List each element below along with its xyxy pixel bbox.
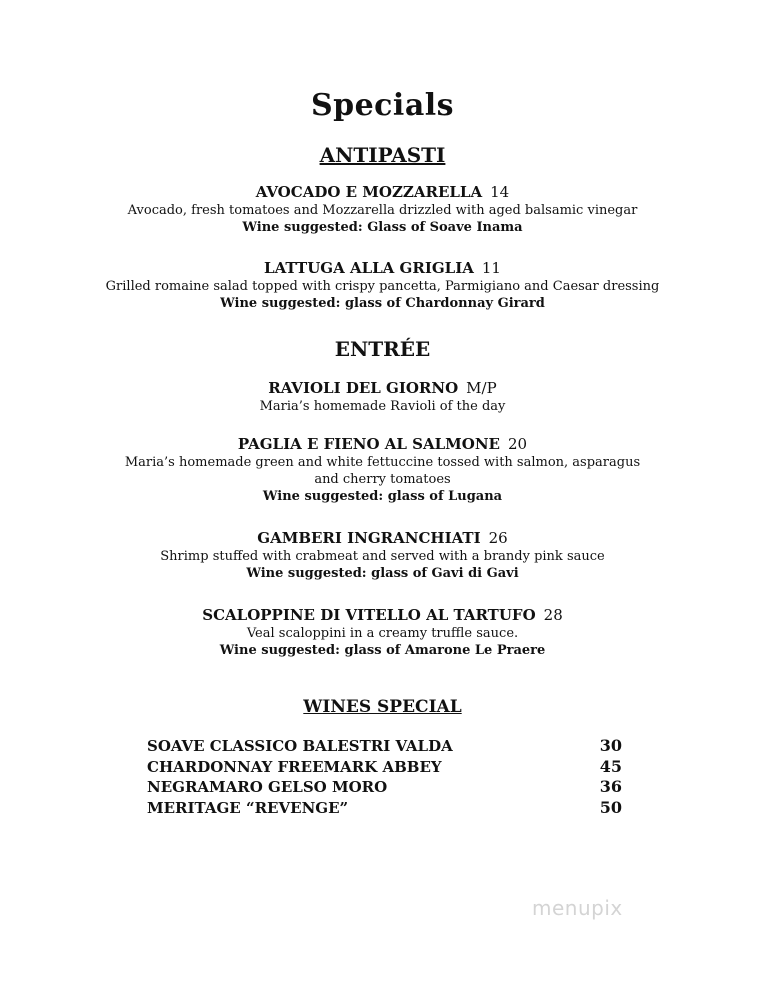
item-wine-suggestion: Wine suggested: glass of Amarone Le Praere xyxy=(219,643,546,658)
wine-name: MERITAGE “REVENGE” xyxy=(147,798,349,817)
item-name: LATTUGA ALLA GRIGLIA xyxy=(264,259,474,277)
menupix-watermark: menupix xyxy=(532,896,623,920)
item-wine-suggestion: Wine suggested: glass of Gavi di Gavi xyxy=(246,566,519,581)
wine-list xyxy=(147,736,622,818)
page-title: Specials xyxy=(310,88,455,123)
wine-row xyxy=(147,736,622,757)
wine-row xyxy=(147,757,622,778)
item-wine-suggestion: Wine suggested: glass of Chardonnay Girard xyxy=(220,296,545,311)
wine-row xyxy=(147,798,622,819)
wine-price: 50 xyxy=(599,797,622,817)
menu-item-lattuga-alla-griglia xyxy=(0,258,765,312)
wine-name: CHARDONNAY FREEMARK ABBEY xyxy=(147,757,442,776)
wine-price: 30 xyxy=(599,736,622,755)
wine-price: 36 xyxy=(599,777,622,796)
item-name: GAMBERI INGRANCHIATI xyxy=(257,529,481,547)
item-description: Maria’s homemade Ravioli of the day xyxy=(259,399,506,414)
item-description: Veal scaloppini in a creamy truffle sauce. xyxy=(246,626,519,641)
item-name: AVOCADO E MOZZARELLA xyxy=(255,183,483,201)
item-price: 28 xyxy=(543,606,563,624)
item-price: 26 xyxy=(488,529,508,547)
item-price: 20 xyxy=(507,435,528,453)
wine-price: 45 xyxy=(599,756,622,776)
menu-item-ravioli-del-giorno xyxy=(0,378,765,415)
item-name: PAGLIA E FIENO AL SALMONE xyxy=(237,435,500,453)
menu-item-scaloppine-di-vitello xyxy=(0,605,765,659)
wine-name: SOAVE CLASSICO BALESTRI VALDA xyxy=(147,737,453,755)
item-price: M/P xyxy=(466,379,497,397)
item-price: 11 xyxy=(481,259,501,277)
menu-item-paglia-e-fieno-al-salmone xyxy=(0,434,765,505)
menu-item-avocado-e-mozzarella xyxy=(0,182,765,236)
item-wine-suggestion: Wine suggested: Glass of Soave Inama xyxy=(242,220,523,235)
wine-name: NEGRAMARO GELSO MORO xyxy=(147,778,388,796)
section-heading-entree: ENTRÉE xyxy=(334,337,431,361)
item-description: Avocado, fresh tomatoes and Mozzarella drizzled with aged balsamic vinegar xyxy=(127,203,638,218)
item-description: Grilled romaine salad topped with crispy pancetta, Parmigiano and Caesar dressing xyxy=(105,279,660,294)
item-description: Shrimp stuffed with crabmeat and served with a brandy pink sauce xyxy=(160,549,605,564)
item-wine-suggestion: Wine suggested: glass of Lugana xyxy=(262,489,503,504)
menu-item-gamberi-ingranchiati xyxy=(0,528,765,582)
section-heading-antipasti: ANTIPASTI xyxy=(319,143,446,167)
item-description: Maria’s homemade green and white fettuccine tossed with salmon, asparagus and cherry tomatoes xyxy=(124,455,641,487)
item-price: 14 xyxy=(490,183,510,201)
section-heading-wines-special: WINES SPECIAL xyxy=(303,697,462,717)
wine-row xyxy=(147,777,622,798)
item-name: RAVIOLI DEL GIORNO xyxy=(268,379,459,397)
item-name: SCALOPPINE DI VITELLO AL TARTUFO xyxy=(202,606,536,624)
